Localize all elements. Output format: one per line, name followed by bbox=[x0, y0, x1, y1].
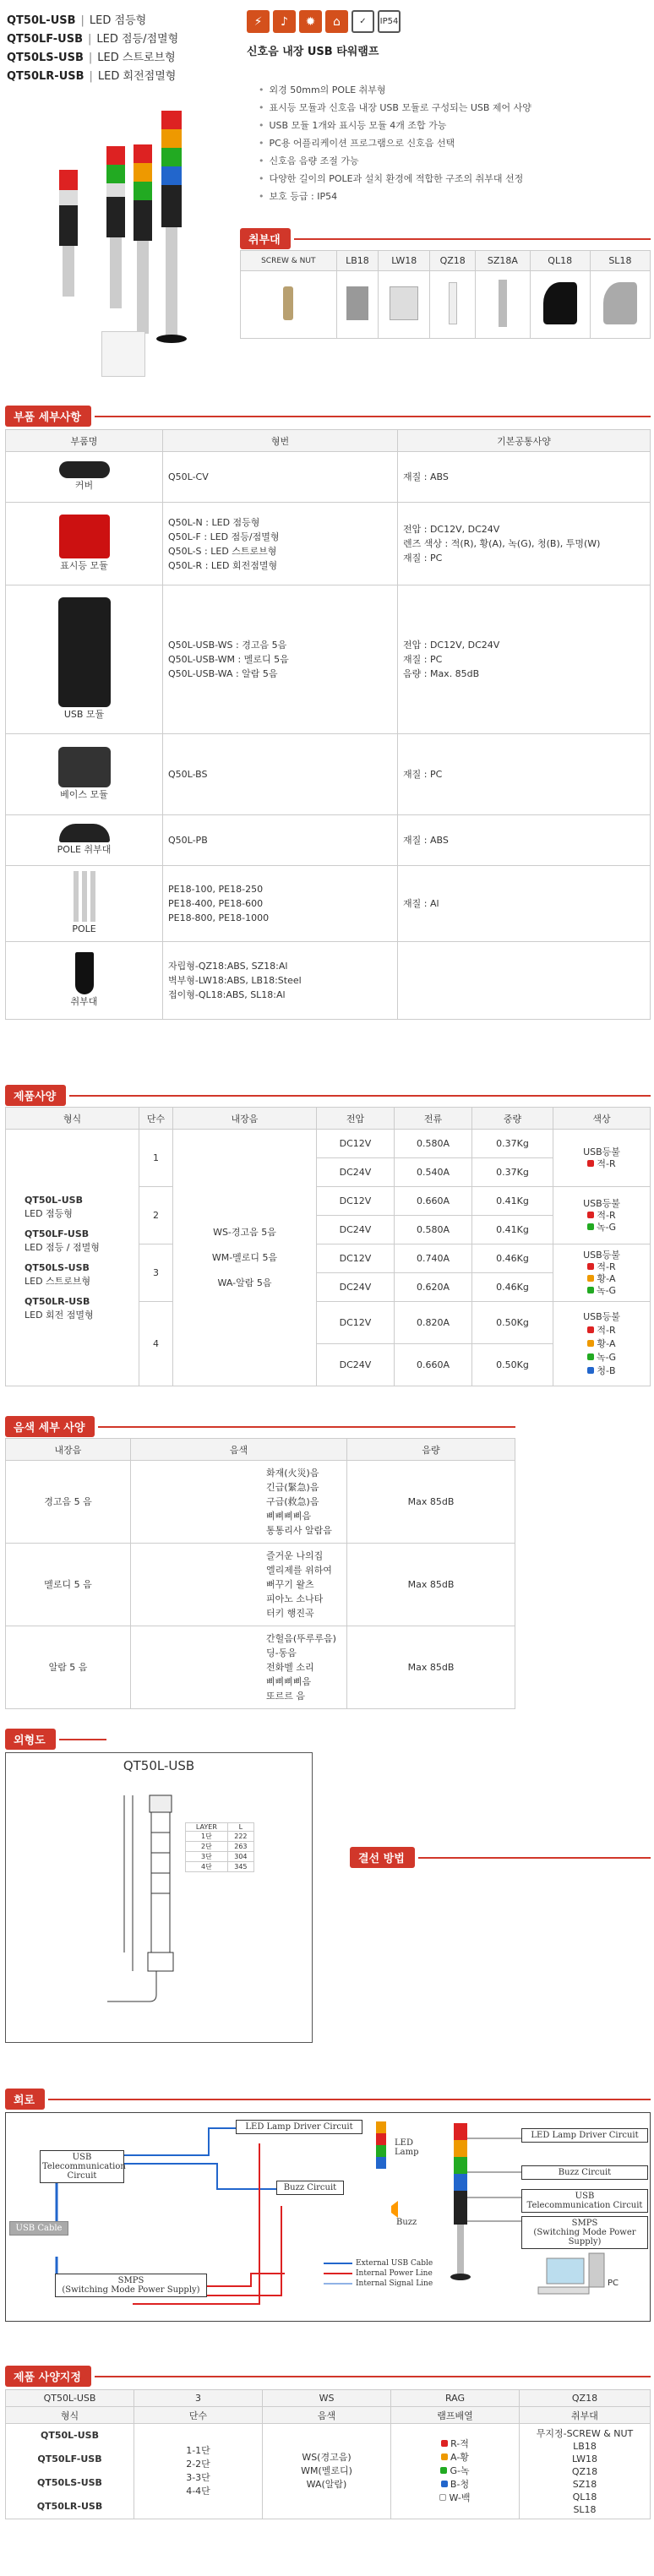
color-label: 적-R bbox=[597, 1324, 616, 1336]
spec-model: QT50LF-USB bbox=[25, 1228, 90, 1239]
weight-cell: 0.37Kg bbox=[472, 1158, 553, 1187]
sound-name: 멜로디 5 음 bbox=[6, 1544, 131, 1626]
voltage-cell: DC24V bbox=[317, 1344, 395, 1386]
spec-model: QT50LR-USB bbox=[25, 1295, 90, 1307]
order-head: RAG bbox=[391, 2390, 520, 2407]
sound-name: 알람 5 음 bbox=[6, 1626, 131, 1709]
dim-cell: 3단 bbox=[186, 1852, 228, 1862]
dimension-title: QT50L-USB bbox=[123, 1758, 195, 1773]
section-title: 제품사양 bbox=[5, 1085, 66, 1106]
spec-model: QT50L-USB bbox=[25, 1194, 83, 1206]
table-row bbox=[6, 452, 651, 503]
sound-volume: Max 85dB bbox=[347, 1544, 515, 1626]
led-driver-box: LED Lamp Driver Circuit bbox=[236, 2120, 362, 2134]
col-header: 부품명 bbox=[6, 430, 163, 452]
part-code: PE18-100, PE18-250 PE18-400, PE18-600 PE18-800, PE18-1000 bbox=[163, 866, 398, 942]
current-cell: 0.660A bbox=[395, 1187, 472, 1216]
weight-cell: 0.50Kg bbox=[472, 1344, 553, 1386]
table-row bbox=[6, 1626, 515, 1709]
order-subhead: 형식 bbox=[6, 2407, 134, 2424]
order-sound: WS(경고음) bbox=[302, 2452, 352, 2463]
order-stage: 2-2단 bbox=[186, 2459, 210, 2470]
weight-cell: 0.41Kg bbox=[472, 1216, 553, 1244]
rohs-icon: ✓ bbox=[352, 10, 374, 33]
section-circuit bbox=[5, 2089, 651, 2110]
feature-item: • 표시등 모듈과 신호음 내장 USB 모듈로 구성되는 USB 제어 사양 bbox=[259, 99, 531, 117]
sound-table bbox=[5, 1438, 515, 1709]
dimension-table bbox=[185, 1822, 254, 1872]
part-spec: 재질 : ABS bbox=[398, 815, 651, 866]
weight-cell: 0.41Kg bbox=[472, 1187, 553, 1216]
order-head: WS bbox=[263, 2390, 391, 2407]
model-line: QT50LS-USB | LED 스트로브형 bbox=[7, 52, 176, 64]
certification-icons bbox=[247, 10, 401, 33]
order-color: W-백 bbox=[449, 2492, 471, 2503]
order-table bbox=[5, 2389, 651, 2519]
weight-cell: 0.46Kg bbox=[472, 1273, 553, 1302]
part-name: 취부대 bbox=[70, 996, 98, 1007]
section-title: 취부대 bbox=[240, 228, 291, 249]
sound-tones: 간헐음(뚜루루음) 딩-동음 전화벨 소리 삐삐삐삐음 또르르 음 bbox=[131, 1626, 347, 1709]
dim-cell: 2단 bbox=[186, 1842, 228, 1852]
part-name: POLE bbox=[72, 923, 96, 934]
tower-lamps-image bbox=[42, 106, 220, 359]
section-title: 결선 방법 bbox=[350, 1847, 415, 1868]
accessory-name: SL18 bbox=[590, 251, 650, 271]
table-row bbox=[6, 585, 651, 734]
col-header: 색상 bbox=[553, 1108, 651, 1130]
accessory-name: SCREW & NUT bbox=[241, 251, 337, 271]
circuit-diagram bbox=[5, 2112, 651, 2322]
feature-item: • USB 모듈 1개와 표시등 모듈 4개 조합 가능 bbox=[259, 117, 531, 134]
part-spec bbox=[398, 942, 651, 1020]
current-cell: 0.580A bbox=[395, 1130, 472, 1158]
color-label: 황-A bbox=[597, 1337, 616, 1349]
color-label: 녹-G bbox=[596, 1284, 617, 1296]
order-model: QT50L-USB bbox=[41, 2430, 99, 2441]
part-name: POLE 취부대 bbox=[57, 844, 112, 855]
r-usb-box: USB Telecommunication Circuit bbox=[521, 2189, 648, 2213]
feature-item: • PC용 어플리케이션 프로그램으로 신호음 선택 bbox=[259, 134, 531, 152]
color-label: 적-R bbox=[597, 1157, 616, 1169]
stage-cell: 4 bbox=[139, 1302, 173, 1386]
order-mount: QZ18 bbox=[571, 2465, 598, 2477]
spec-model-desc: LED 점등형 bbox=[25, 1207, 73, 1219]
table-row bbox=[6, 1461, 515, 1544]
model-line: QT50LR-USB | LED 회전점멸형 bbox=[7, 70, 177, 83]
section-wiring bbox=[350, 1847, 651, 1868]
pc-label: PC bbox=[608, 2279, 619, 2288]
col-header: 전압 bbox=[317, 1108, 395, 1130]
order-sound: WA(알람) bbox=[306, 2479, 347, 2490]
part-name: 커버 bbox=[74, 480, 94, 491]
color-title: USB등불 bbox=[583, 1197, 620, 1209]
legend-item: Internal Signal Line bbox=[356, 2279, 433, 2288]
table-row bbox=[6, 1130, 651, 1158]
part-name: 표시등 모듈 bbox=[60, 560, 108, 571]
accessory-image bbox=[530, 271, 590, 339]
part-spec: 재질 : PC bbox=[398, 734, 651, 815]
dim-cell: 263 bbox=[227, 1842, 253, 1852]
order-mount: QL18 bbox=[572, 2491, 597, 2502]
order-subhead: 램프배열 bbox=[391, 2407, 520, 2424]
voltage-cell: DC24V bbox=[317, 1273, 395, 1302]
color-label: 녹-G bbox=[596, 1351, 617, 1363]
feature-item: • 외경 50mm의 POLE 취부형 bbox=[259, 81, 531, 99]
dimension-svg bbox=[6, 1773, 310, 2027]
dim-cell: 4단 bbox=[186, 1862, 228, 1872]
part-code: 자립형-QZ18:ABS, SZ18:Al 벽부형-LW18:ABS, LB18:Steel 접이형-QL18:ABS, SL18:Al bbox=[163, 942, 398, 1020]
dim-cell: 345 bbox=[227, 1862, 253, 1872]
order-subhead: 취부대 bbox=[520, 2407, 651, 2424]
stage-cell: 3 bbox=[139, 1244, 173, 1302]
order-stage: 1-1단 bbox=[186, 2445, 210, 2456]
current-cell: 0.740A bbox=[395, 1244, 472, 1273]
color-label: 적-R bbox=[597, 1209, 616, 1221]
part-code: Q50L-CV bbox=[163, 452, 398, 503]
accessory-image bbox=[241, 271, 337, 339]
dimension-drawing bbox=[5, 1752, 313, 2043]
feature-item: • 신호음 음량 조절 가능 bbox=[259, 152, 531, 170]
stage-cell: 2 bbox=[139, 1187, 173, 1244]
table-row bbox=[6, 942, 651, 1020]
feature-item: • 다양한 길이의 POLE과 설치 환경에 적합한 구조의 취부대 선정 bbox=[259, 170, 531, 188]
part-code: Q50L-N : LED 점등형 Q50L-F : LED 점등/점멸형 Q50L-S : LED 스트로브형 Q50L-R : LED 회전점멸형 bbox=[163, 503, 398, 585]
model-line: QT50L-USB | LED 점등형 bbox=[7, 14, 147, 27]
order-color: A-황 bbox=[450, 2452, 469, 2463]
part-spec: 전압 : DC12V, DC24V 렌즈 색상 : 적(R), 황(A), 녹(G), 청(B), 투명(W) 재질 : PC bbox=[398, 503, 651, 585]
accessory-image bbox=[430, 271, 476, 339]
buzz-label: Buzz bbox=[396, 2218, 417, 2227]
table-row bbox=[6, 503, 651, 585]
section-title: 부품 세부사항 bbox=[5, 406, 91, 427]
spec-model: QT50LS-USB bbox=[25, 1261, 90, 1273]
spec-sound: WA-알람 5음 bbox=[217, 1277, 272, 1288]
part-spec: 재질 : ABS bbox=[398, 452, 651, 503]
part-code: Q50L-PB bbox=[163, 815, 398, 866]
ip54-badge: IP54 bbox=[378, 10, 401, 33]
order-mount: 무지정-SCREW & NUT bbox=[536, 2427, 634, 2439]
section-sound bbox=[5, 1416, 515, 1437]
table-row bbox=[6, 815, 651, 866]
col-header: 기본공통사양 bbox=[398, 430, 651, 452]
voltage-cell: DC12V bbox=[317, 1244, 395, 1273]
current-cell: 0.580A bbox=[395, 1216, 472, 1244]
order-subhead: 음색 bbox=[263, 2407, 391, 2424]
house-icon: ⌂ bbox=[325, 10, 348, 33]
color-title: USB등불 bbox=[583, 1146, 620, 1157]
accessory-name: QL18 bbox=[530, 251, 590, 271]
voltage-cell: DC24V bbox=[317, 1158, 395, 1187]
parts-table bbox=[5, 429, 651, 1020]
stage-cell: 1 bbox=[139, 1130, 173, 1187]
order-head: 3 bbox=[134, 2390, 263, 2407]
sound-tones: 화재(火災)음 긴급(緊急)음 구급(救急)음 삐삐삐삐음 통통리사 알람음 bbox=[131, 1461, 347, 1544]
col-header: 내장음 bbox=[173, 1108, 317, 1130]
section-title: 제품 사양지정 bbox=[5, 2366, 91, 2387]
spec-model-desc: LED 회전 점멸형 bbox=[25, 1309, 94, 1321]
order-color: B-청 bbox=[450, 2479, 470, 2490]
bell-icon: ♪ bbox=[273, 10, 296, 33]
col-header: 내장음 bbox=[6, 1439, 131, 1461]
voltage-cell: DC12V bbox=[317, 1130, 395, 1158]
part-name: USB 모듈 bbox=[63, 709, 105, 720]
smps-box: SMPS (Switching Mode Power Supply) bbox=[55, 2274, 207, 2297]
sound-volume: Max 85dB bbox=[347, 1461, 515, 1544]
order-head: QT50L-USB bbox=[6, 2390, 134, 2407]
bolt-icon: ⚡ bbox=[247, 10, 270, 33]
fire-icon: ✹ bbox=[299, 10, 322, 33]
col-header: 음량 bbox=[347, 1439, 515, 1461]
dim-cell: 304 bbox=[227, 1852, 253, 1862]
order-model: QT50LS-USB bbox=[37, 2477, 102, 2488]
r-buzz-box: Buzz Circuit bbox=[521, 2165, 648, 2180]
table-row bbox=[6, 1544, 515, 1626]
dim-head: L bbox=[227, 1823, 253, 1832]
spec-sound: WM-멜로디 5음 bbox=[211, 1251, 278, 1263]
weight-cell: 0.50Kg bbox=[472, 1302, 553, 1344]
r-smps-box: SMPS (Switching Mode Power Supply) bbox=[521, 2216, 648, 2249]
accessory-table bbox=[240, 250, 651, 339]
part-name: 베이스 모듈 bbox=[60, 789, 108, 800]
color-label: 황-A bbox=[597, 1272, 616, 1284]
current-cell: 0.660A bbox=[395, 1344, 472, 1386]
buzz-circuit-box: Buzz Circuit bbox=[276, 2181, 344, 2195]
r-led-driver-box: LED Lamp Driver Circuit bbox=[521, 2128, 648, 2143]
col-header: 단수 bbox=[139, 1108, 173, 1130]
section-spec bbox=[5, 1085, 651, 1106]
order-head: QZ18 bbox=[520, 2390, 651, 2407]
order-mount: SL18 bbox=[573, 2503, 597, 2515]
accessory-name: QZ18 bbox=[430, 251, 476, 271]
col-header: 전류 bbox=[395, 1108, 472, 1130]
order-stage: 4-4단 bbox=[186, 2486, 210, 2497]
part-spec: 재질 : Al bbox=[398, 866, 651, 942]
section-title: 회로 bbox=[5, 2089, 45, 2110]
order-color: R-적 bbox=[450, 2438, 469, 2449]
order-mount: LB18 bbox=[573, 2440, 597, 2452]
spec-sound: WS-경고음 5음 bbox=[213, 1226, 276, 1238]
current-cell: 0.540A bbox=[395, 1158, 472, 1187]
sound-volume: Max 85dB bbox=[347, 1626, 515, 1709]
accessory-image bbox=[590, 271, 650, 339]
section-parts bbox=[5, 406, 651, 427]
dim-cell: 222 bbox=[227, 1832, 253, 1842]
color-title: USB등불 bbox=[583, 1249, 620, 1261]
sound-tones: 즐거운 나의집 엘리제를 위하여 뻐꾸기 왈츠 피아노 소나타 터키 행진곡 bbox=[131, 1544, 347, 1626]
legend-item: Internal Power Line bbox=[356, 2269, 433, 2278]
usb-comm-circuit: USB Telecommunication Circuit bbox=[40, 2150, 124, 2183]
accessory-image bbox=[476, 271, 530, 339]
order-model: QT50LF-USB bbox=[37, 2453, 102, 2464]
voltage-cell: DC12V bbox=[317, 1187, 395, 1216]
col-header: 중량 bbox=[472, 1108, 553, 1130]
color-title: USB등불 bbox=[583, 1310, 620, 1322]
part-spec: 전압 : DC12V, DC24V 재질 : PC 음량 : Max. 85dB bbox=[398, 585, 651, 734]
spec-model-desc: LED 스트로브형 bbox=[25, 1275, 91, 1287]
order-model: QT50LR-USB bbox=[36, 2501, 103, 2512]
weight-cell: 0.37Kg bbox=[472, 1130, 553, 1158]
product-thumbnail[interactable] bbox=[101, 331, 145, 377]
model-list bbox=[7, 12, 178, 86]
accessory-name: SZ18A bbox=[476, 251, 530, 271]
table-row bbox=[6, 866, 651, 942]
dim-cell: 1단 bbox=[186, 1832, 228, 1842]
part-code: Q50L-USB-WS : 경고음 5음 Q50L-USB-WM : 멜로디 5음 Q50L-USB-WA : 알람 5음 bbox=[163, 585, 398, 734]
led-lamp-label: LED Lamp bbox=[395, 2138, 419, 2157]
usb-cable-box: USB Cable bbox=[9, 2221, 68, 2236]
col-header: 형번 bbox=[163, 430, 398, 452]
feature-item: • 보호 등급 : IP54 bbox=[259, 188, 531, 205]
order-stage: 3-3단 bbox=[186, 2472, 210, 2483]
color-label: 청-B bbox=[597, 1364, 616, 1376]
part-code: Q50L-BS bbox=[163, 734, 398, 815]
order-subhead: 단수 bbox=[134, 2407, 263, 2424]
product-subtitle: 신호음 내장 USB 타워램프 bbox=[247, 46, 379, 58]
order-sound: WM(멜로디) bbox=[301, 2465, 352, 2476]
model-line: QT50LF-USB | LED 점등/점멸형 bbox=[7, 33, 179, 46]
col-header: 음색 bbox=[131, 1439, 347, 1461]
section-dimension bbox=[5, 1729, 106, 1750]
accessory-image bbox=[336, 271, 379, 339]
color-label: 적-R bbox=[597, 1261, 616, 1272]
table-row bbox=[6, 734, 651, 815]
circuit-legend bbox=[356, 2258, 433, 2289]
accessory-name: LW18 bbox=[379, 251, 430, 271]
order-color: G-녹 bbox=[450, 2465, 470, 2476]
spec-model-desc: LED 점등 / 점멸형 bbox=[25, 1241, 100, 1253]
dim-head: LAYER bbox=[186, 1823, 228, 1832]
sound-name: 경고음 5 음 bbox=[6, 1461, 131, 1544]
legend-item: External USB Cable bbox=[356, 2259, 433, 2268]
order-mount: LW18 bbox=[572, 2453, 597, 2464]
feature-list bbox=[259, 81, 531, 205]
voltage-cell: DC24V bbox=[317, 1216, 395, 1244]
weight-cell: 0.46Kg bbox=[472, 1244, 553, 1273]
voltage-cell: DC12V bbox=[317, 1302, 395, 1344]
current-cell: 0.620A bbox=[395, 1273, 472, 1302]
section-title: 외형도 bbox=[5, 1729, 56, 1750]
accessory-name: LB18 bbox=[336, 251, 379, 271]
current-cell: 0.820A bbox=[395, 1302, 472, 1344]
order-mount: SZ18 bbox=[572, 2478, 597, 2490]
section-accessory bbox=[240, 228, 651, 249]
color-label: 녹-G bbox=[596, 1221, 617, 1233]
accessory-image bbox=[379, 271, 430, 339]
section-order bbox=[5, 2366, 651, 2387]
section-title: 음색 세부 사양 bbox=[5, 1416, 95, 1437]
spec-table bbox=[5, 1107, 651, 1386]
col-header: 형식 bbox=[6, 1108, 139, 1130]
